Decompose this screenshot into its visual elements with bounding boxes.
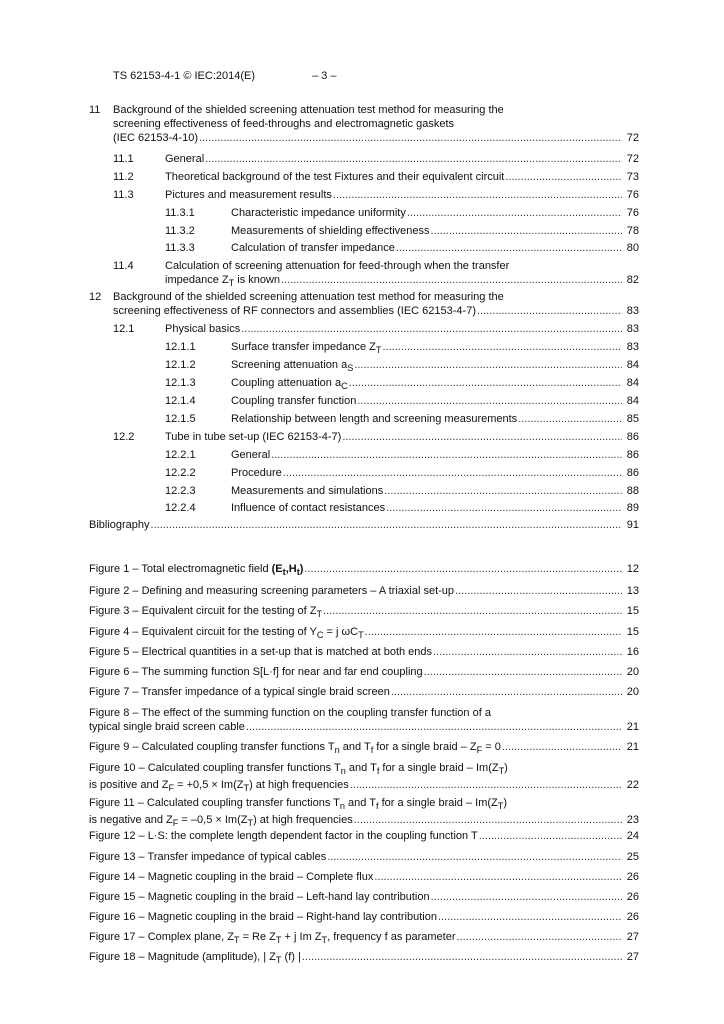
page-number: – 3 –: [312, 70, 337, 82]
toc-entry-12-1-2[interactable]: 12.1.2 Screening attenuation $a_S$ ..... 84: [165, 358, 639, 375]
figure-entry-6[interactable]: Figure 6 – The summing function S[L·f] for near and far end coupling ..... 20: [89, 665, 639, 679]
figure-entry-3[interactable]: Figure 3 – Equivalent circuit for the testing of $Z_T$ ..... 15: [89, 604, 639, 621]
toc-entry-12-1-1[interactable]: 12.1.1 Surface transfer impedance $Z_T$ ..... 83: [165, 340, 639, 357]
doc-id: TS 62153-4-1 © IEC:2014(E): [113, 70, 256, 82]
figure-entry-11[interactable]: Figure 11 – Calculated coupling transfer functions $T_n$ and $T_f$ for a single braid – $Im(Z_T)$ is negative and $Z_F = -0,5 \times Im(Z_T)$ at high frequencies ..... 23: [89, 796, 639, 830]
figure-entry-5[interactable]: Figure 5 – Electrical quantities in a set-up that is matched at both ends ..... 16: [89, 645, 639, 659]
figure-entry-15[interactable]: Figure 15 – Magnetic coupling in the braid – Left-hand lay contribution ..... 26: [89, 890, 639, 904]
figure-entry-10[interactable]: Figure 10 – Calculated coupling transfer functions $T_n$ and $T_f$ for a single braid – $Im(Z_T)$ is positive and $Z_F = +0,5 \times Im(Z_T)$ at high frequencies ..... 22: [89, 761, 639, 795]
figure-entry-4[interactable]: Figure 4 – Equivalent circuit for the testing of $Y_C = j$ $\omega C_T$ ..... 15: [89, 625, 639, 642]
figure-entry-1[interactable]: Figure 1 – Total electromagnetic field $(E_t,H_t)$ ..... 12: [89, 562, 639, 579]
toc-entry-11-1[interactable]: 11.1 General ..... 72: [113, 152, 639, 166]
toc-entry-12-2-3[interactable]: 12.2.3 Measurements and simulations ..... 88: [165, 484, 639, 498]
page-header: [113, 70, 337, 82]
figure-entry-17[interactable]: Figure 17 – Complex plane, $Z_T = Re$ $Z_T + j$ Im $Z_T$, frequency f as parameter ..... 27: [89, 930, 639, 947]
toc-entry-12-1[interactable]: 12.1 Physical basics ..... 83: [113, 322, 639, 336]
figure-entry-13[interactable]: Figure 13 – Transfer impedance of typical cables ..... 25: [89, 850, 639, 864]
toc-entry-bibliography[interactable]: Bibliography ..... 91: [89, 518, 639, 532]
figure-entry-8[interactable]: Figure 8 – The effect of the summing function on the coupling transfer function of a typical single braid screen cable ..... 21: [89, 706, 639, 734]
toc-entry-11[interactable]: 11 Background of the shielded screening attenuation test method for measuring the screening effectiveness of feed-throughs and electromagnetic gaskets (IEC 62153-4-10) ..... 72: [89, 103, 639, 145]
toc-entry-12-2-4[interactable]: 12.2.4 Influence of contact resistances ..... 89: [165, 501, 639, 515]
figure-entry-7[interactable]: Figure 7 – Transfer impedance of a typical single braid screen ..... 20: [89, 685, 639, 699]
figure-entry-9[interactable]: Figure 9 – Calculated coupling transfer functions $T_n$ and $T_f$ for a single braid – $Z_F = 0$ ..... 21: [89, 740, 639, 757]
toc-entry-11-3[interactable]: 11.3 Pictures and measurement results ..... 76: [113, 188, 639, 202]
figure-entry-16[interactable]: Figure 16 – Magnetic coupling in the braid – Right-hand lay contribution ..... 26: [89, 910, 639, 924]
figure-entry-12[interactable]: Figure 12 – L·S: the complete length dependent factor in the coupling function T ..... 24: [89, 829, 639, 843]
toc-entry-11-2[interactable]: 11.2 Theoretical background of the test Fixtures and their equivalent circuit ..... 73: [113, 170, 639, 184]
figure-entry-2[interactable]: Figure 2 – Defining and measuring screening parameters – A triaxial set-up ..... 13: [89, 584, 639, 598]
toc-entry-12-2-2[interactable]: 12.2.2 Procedure ..... 86: [165, 466, 639, 480]
toc-entry-12[interactable]: 12 Background of the shielded screening attenuation test method for measuring the screening effectiveness of RF connectors and assemblies (IEC 62153-4-7) ..... 83: [89, 290, 639, 318]
toc-entry-11-4[interactable]: 11.4 Calculation of screening attenuation for feed-through when the transfer impedance $Z_T$ is known ..... 82: [113, 259, 639, 290]
toc-entry-12-2[interactable]: 12.2 Tube in tube set-up (IEC 62153-4-7) ..... 86: [113, 430, 639, 444]
toc-entry-11-3-3[interactable]: 11.3.3 Calculation of transfer impedance ..... 80: [165, 241, 639, 255]
toc-entry-12-2-1[interactable]: 12.2.1 General ..... 86: [165, 448, 639, 462]
toc-entry-12-1-4[interactable]: 12.1.4 Coupling transfer function ..... 84: [165, 394, 639, 408]
toc-entry-11-3-2[interactable]: 11.3.2 Measurements of shielding effectiveness ..... 78: [165, 224, 639, 238]
figure-entry-18[interactable]: Figure 18 – Magnitude (amplitude), | $Z_T$ (f) | ..... 27: [89, 950, 639, 967]
toc-entry-12-1-5[interactable]: 12.1.5 Relationship between length and screening measurements ..... 85: [165, 412, 639, 426]
toc-entry-12-1-3[interactable]: 12.1.3 Coupling attenuation $a_C$ ..... 84: [165, 376, 639, 393]
toc-entry-11-3-1[interactable]: 11.3.1 Characteristic impedance uniformity ..... 76: [165, 206, 639, 220]
figure-entry-14[interactable]: Figure 14 – Magnetic coupling in the braid – Complete flux ..... 26: [89, 870, 639, 884]
